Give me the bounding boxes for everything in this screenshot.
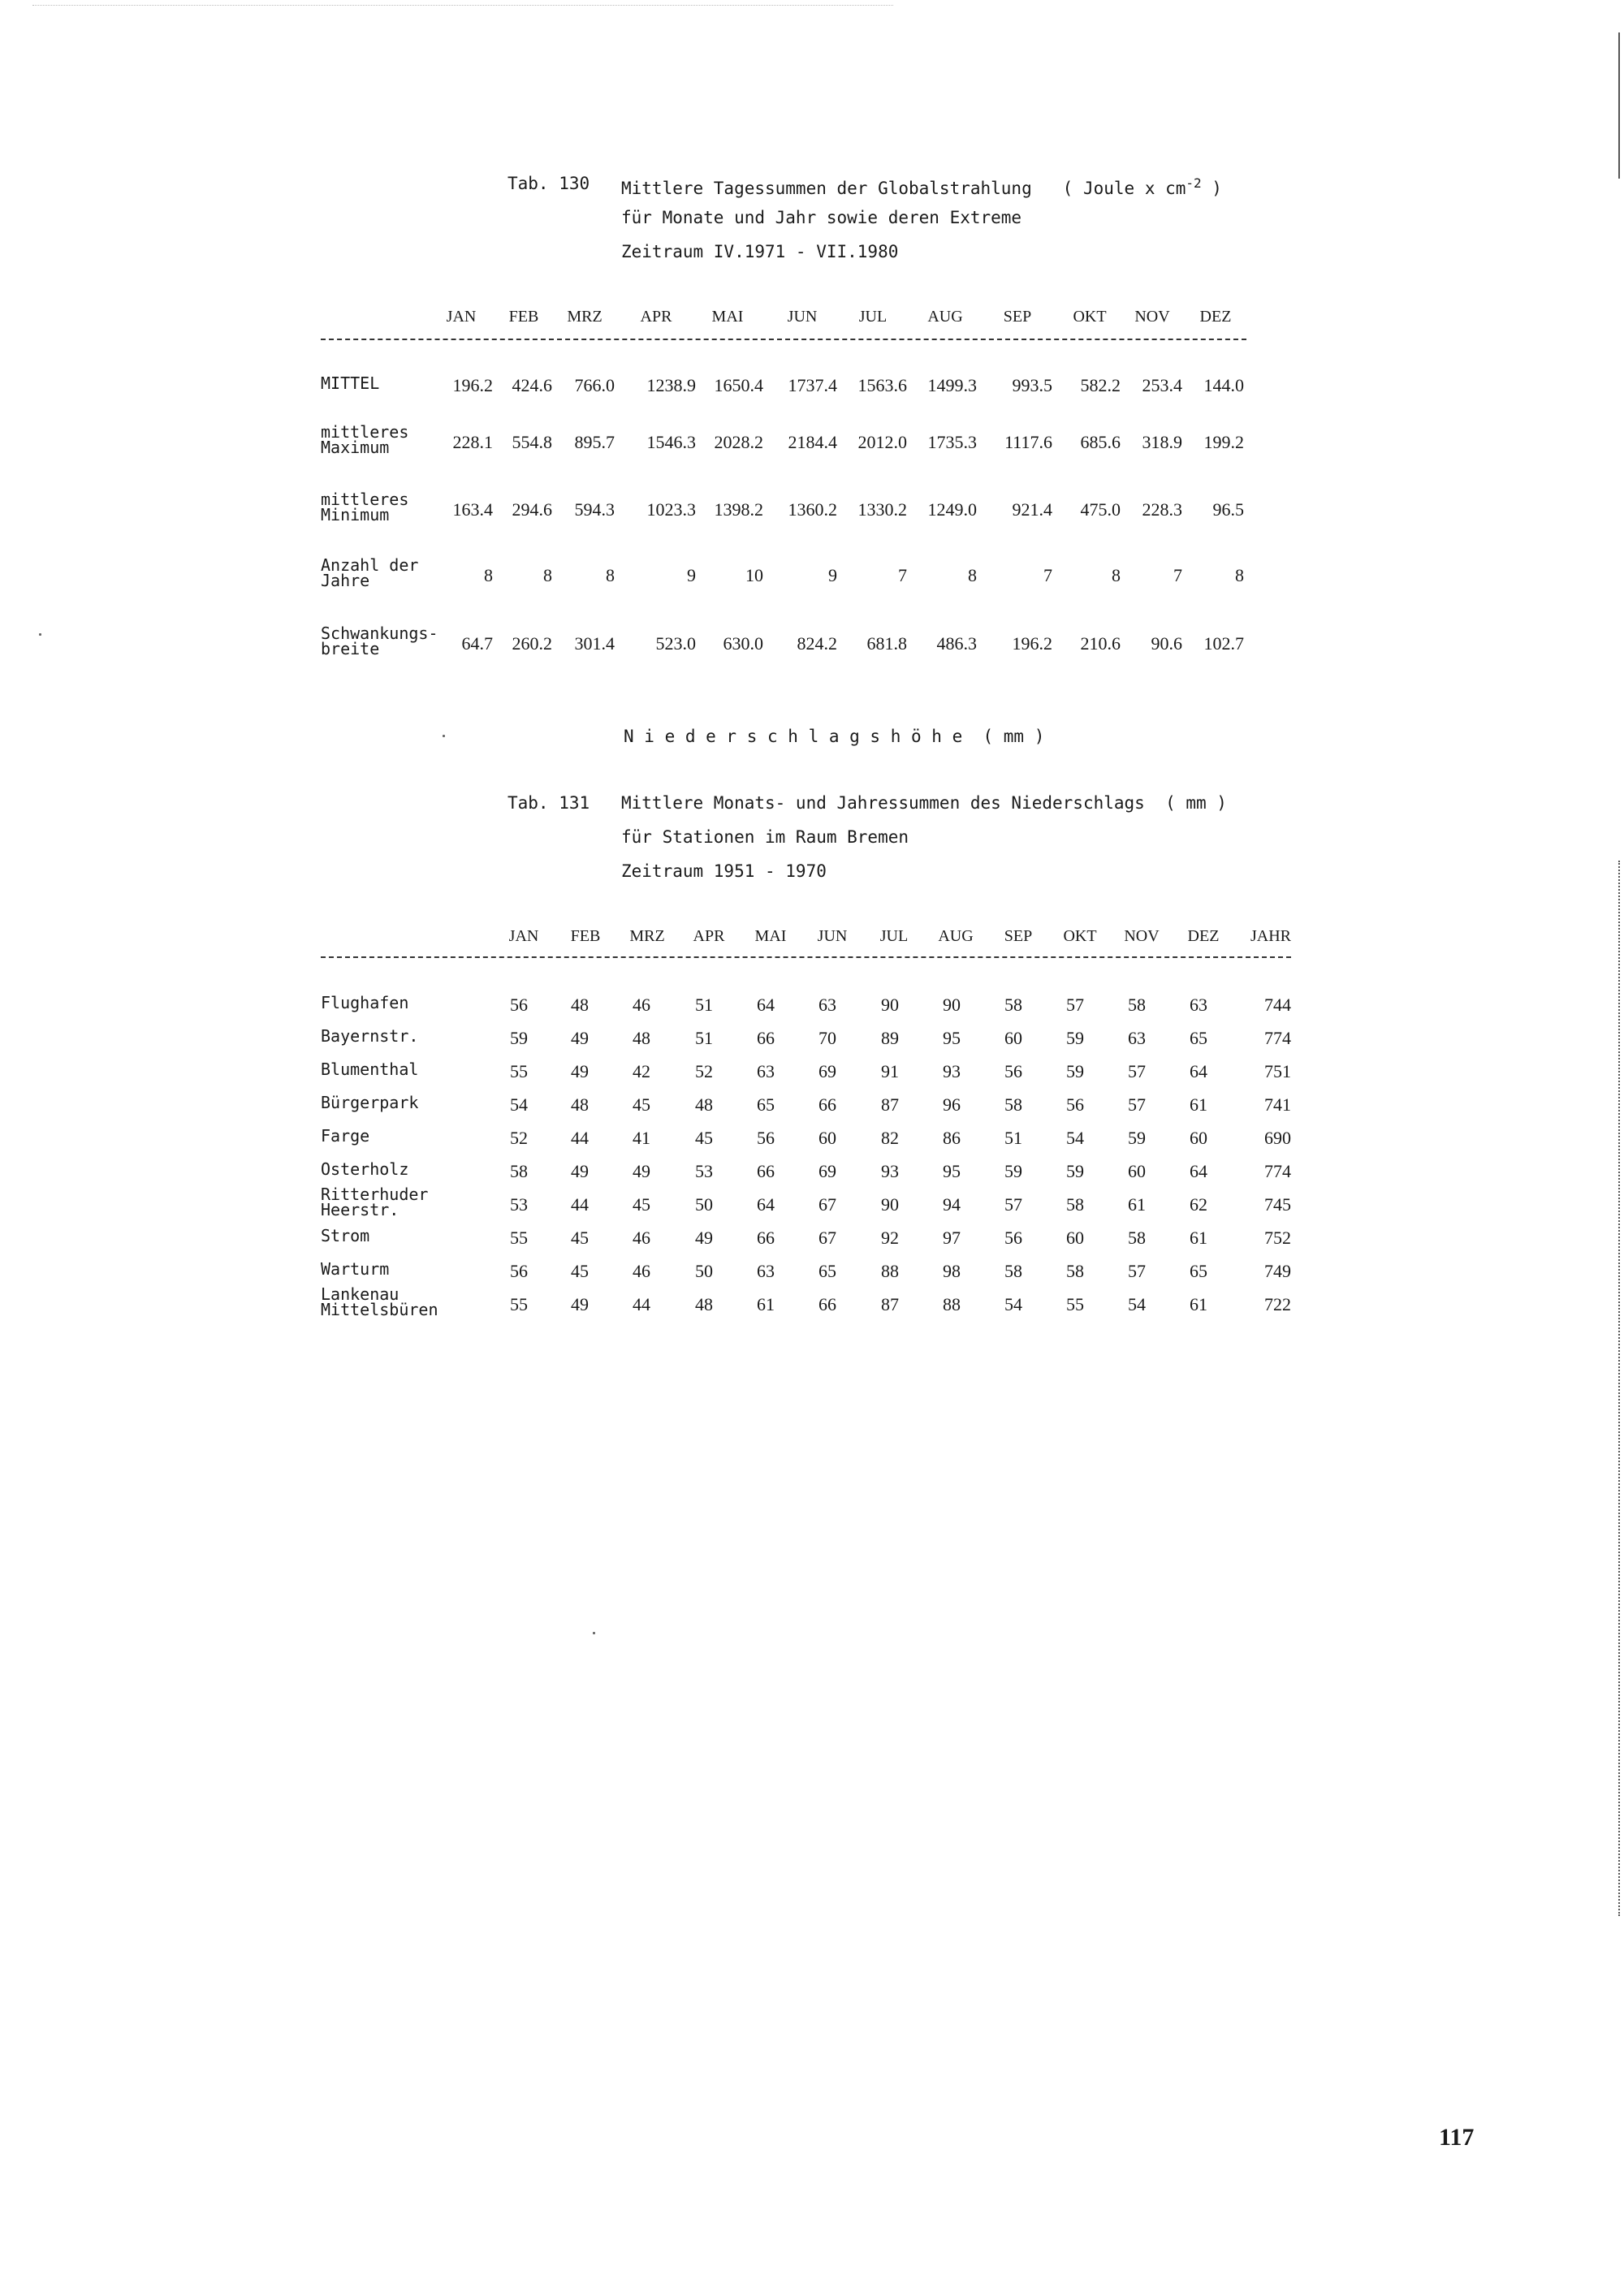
row-label: Lankenau	[321, 1284, 400, 1304]
table-cell: 67	[818, 1194, 836, 1215]
table-cell: 824.2	[797, 633, 837, 654]
column-header: JUN	[817, 927, 848, 945]
table-cell: 199.2	[1203, 432, 1244, 452]
table-cell: 1023.3	[646, 499, 696, 520]
table-cell: 60	[1066, 1228, 1084, 1248]
column-header: SEP	[1003, 308, 1032, 326]
column-header: AUG	[927, 308, 963, 326]
row-label: Blumenthal	[321, 1060, 419, 1079]
table-cell: 42	[633, 1061, 650, 1081]
table-cell: 58	[510, 1161, 528, 1181]
table-cell: 46	[633, 995, 650, 1015]
table-cell: 46	[633, 1261, 650, 1281]
table-cell: 51	[695, 1028, 713, 1048]
column-header: SEP	[1004, 927, 1033, 945]
column-header: JAHR	[1250, 927, 1291, 945]
table-cell: 424.6	[512, 375, 552, 395]
table-cell: 58	[1004, 1094, 1022, 1115]
row-label: Warturm	[321, 1259, 390, 1279]
table-cell: 59	[1128, 1128, 1146, 1148]
column-header: JUL	[858, 308, 888, 326]
table-cell: 56	[510, 995, 528, 1015]
table-cell: 60	[818, 1128, 836, 1148]
table-cell: 1563.6	[857, 375, 907, 395]
table-cell: 64	[1190, 1161, 1207, 1181]
table-cell: 44	[633, 1294, 650, 1314]
table-title-line1	[621, 174, 1222, 198]
table-cell: 253.4	[1142, 375, 1182, 395]
table-cell: 45	[571, 1228, 589, 1248]
table-cell: 59	[1066, 1028, 1084, 1048]
table-cell: 486.3	[936, 633, 977, 654]
table-cell: 2028.2	[714, 432, 763, 452]
table-cell: 88	[943, 1294, 961, 1314]
row-label: breite	[321, 639, 380, 658]
table-cell: 921.4	[1012, 499, 1052, 520]
row-label: Heerstr.	[321, 1200, 400, 1219]
column-header: FEB	[508, 308, 539, 326]
table-cell: 61	[1190, 1228, 1207, 1248]
table-cell: 630.0	[723, 633, 763, 654]
table-cell: 1330.2	[857, 499, 907, 520]
scan-speck	[593, 1632, 595, 1634]
table-cell: 60	[1190, 1128, 1207, 1148]
column-header: AUG	[938, 927, 974, 945]
table-cell: 54	[510, 1094, 528, 1115]
row-label: Strom	[321, 1226, 370, 1245]
table-cell: 70	[818, 1028, 836, 1048]
table-cell: 95	[943, 1161, 961, 1181]
table-number: Tab. 130	[508, 174, 590, 193]
table-cell: 9	[687, 565, 696, 585]
table-cell: 294.6	[512, 499, 552, 520]
table-cell: 49	[633, 1161, 650, 1181]
table-cell: 54	[1128, 1294, 1146, 1314]
table-cell: 7	[1173, 565, 1182, 585]
table-cell: 49	[571, 1161, 589, 1181]
scan-speck	[443, 735, 445, 737]
table-cell: 2184.4	[788, 432, 837, 452]
table-cell: 59	[510, 1028, 528, 1048]
table-cell: 57	[1128, 1094, 1146, 1115]
row-label: Anzahl der	[321, 555, 419, 575]
table-cell: 1546.3	[646, 432, 696, 452]
table-cell: 7	[1043, 565, 1052, 585]
table-title-line3: Zeitraum IV.1971 - VII.1980	[621, 242, 899, 261]
table-cell: 7	[898, 565, 907, 585]
table-cell: 54	[1004, 1294, 1022, 1314]
table-cell: 8	[606, 565, 615, 585]
column-header: NOV	[1124, 927, 1160, 945]
table-cell: 58	[1066, 1194, 1084, 1215]
table-cell: 67	[818, 1228, 836, 1248]
table-cell: 895.7	[574, 432, 615, 452]
row-label: MITTEL	[321, 373, 380, 393]
table-cell: 60	[1004, 1028, 1022, 1048]
unit-close: )	[1201, 179, 1222, 198]
table-cell: 55	[1066, 1294, 1084, 1314]
table-cell: 751	[1264, 1061, 1291, 1081]
table-cell: 8	[543, 565, 552, 585]
table-cell: 741	[1264, 1094, 1291, 1115]
table-cell: 60	[1128, 1161, 1146, 1181]
table-cell: 1735.3	[927, 432, 977, 452]
table-cell: 58	[1004, 995, 1022, 1015]
table-cell: 61	[1128, 1194, 1146, 1215]
table-cell: 9	[828, 565, 837, 585]
table-cell: 744	[1264, 995, 1291, 1015]
table-cell: 46	[633, 1228, 650, 1248]
table-cell: 48	[695, 1294, 713, 1314]
column-header: MAI	[754, 927, 787, 945]
table-cell: 87	[881, 1294, 899, 1314]
table-cell: 993.5	[1012, 375, 1052, 395]
table-cell: 8	[1235, 565, 1244, 585]
table-cell: 554.8	[512, 432, 552, 452]
table-cell: 48	[571, 995, 589, 1015]
table-cell: 88	[881, 1261, 899, 1281]
table-cell: 53	[510, 1194, 528, 1215]
table-cell: 96.5	[1212, 499, 1244, 520]
table-cell: 65	[818, 1261, 836, 1281]
table-cell: 49	[695, 1228, 713, 1248]
table-cell: 45	[571, 1261, 589, 1281]
table-cell: 95	[943, 1028, 961, 1048]
table-cell: 48	[633, 1028, 650, 1048]
table-cell: 65	[1190, 1261, 1207, 1281]
table-title-line1: Mittlere Monats- und Jahressummen des Niederschlags ( mm )	[621, 793, 1227, 813]
table-cell: 53	[695, 1161, 713, 1181]
table-cell: 86	[943, 1128, 961, 1148]
table-cell: 475.0	[1080, 499, 1121, 520]
table-cell: 87	[881, 1094, 899, 1115]
table-cell: 63	[818, 995, 836, 1015]
table-cell: 58	[1128, 1228, 1146, 1248]
unit-text: ( Joule x cm	[1062, 179, 1186, 198]
table-cell: 582.2	[1080, 375, 1121, 395]
table-cell: 45	[633, 1094, 650, 1115]
row-label: Jahre	[321, 571, 370, 590]
table-cell: 55	[510, 1294, 528, 1314]
table-title-line2: für Monate und Jahr sowie deren Extreme	[621, 208, 1022, 227]
table-cell: 55	[510, 1061, 528, 1081]
table-cell: 318.9	[1142, 432, 1182, 452]
table-cell: 61	[1190, 1294, 1207, 1314]
table-cell: 41	[633, 1128, 650, 1148]
table-cell: 48	[571, 1094, 589, 1115]
row-label: Maximum	[321, 438, 390, 457]
table-cell: 64	[1190, 1061, 1207, 1081]
table-cell: 63	[1190, 995, 1207, 1015]
column-header: DEZ	[1199, 308, 1232, 326]
table-cell: 10	[745, 565, 763, 585]
table-cell: 1117.6	[1004, 432, 1052, 452]
table-number: Tab. 131	[508, 793, 590, 813]
table-cell: 69	[818, 1161, 836, 1181]
column-header: JAN	[508, 927, 539, 945]
column-header: JUL	[879, 927, 909, 945]
header-rule	[321, 956, 1291, 958]
table-cell: 228.3	[1142, 499, 1182, 520]
table-cell: 98	[943, 1261, 961, 1281]
table-cell: 90.6	[1151, 633, 1182, 654]
scan-edge-line	[1618, 32, 1620, 179]
column-header: DEZ	[1187, 927, 1220, 945]
table-cell: 64	[757, 995, 775, 1015]
table-cell: 56	[510, 1261, 528, 1281]
column-header: APR	[693, 927, 725, 945]
table-cell: 93	[943, 1061, 961, 1081]
scan-artifact-top	[32, 5, 893, 6]
table-cell: 90	[943, 995, 961, 1015]
table-cell: 55	[510, 1228, 528, 1248]
row-label: Flughafen	[321, 993, 409, 1012]
scan-speck	[39, 633, 41, 636]
table-cell: 8	[968, 565, 977, 585]
table-cell: 44	[571, 1128, 589, 1148]
table-cell: 56	[757, 1128, 775, 1148]
table-cell: 685.6	[1080, 432, 1121, 452]
table-cell: 228.1	[452, 432, 493, 452]
table-cell: 97	[943, 1228, 961, 1248]
row-label: Ritterhuder	[321, 1185, 429, 1204]
table-cell: 681.8	[866, 633, 907, 654]
row-label: Bürgerpark	[321, 1093, 419, 1112]
table-cell: 50	[695, 1261, 713, 1281]
table-cell: 752	[1264, 1228, 1291, 1248]
table-cell: 62	[1190, 1194, 1207, 1215]
table-cell: 1398.2	[714, 499, 763, 520]
table-cell: 8	[1112, 565, 1121, 585]
table-cell: 57	[1066, 995, 1084, 1015]
table-cell: 63	[757, 1061, 775, 1081]
table-cell: 49	[571, 1028, 589, 1048]
table-cell: 1499.3	[927, 375, 977, 395]
title-text: Mittlere Tagessummen der Globalstrahlung	[621, 179, 1032, 198]
row-label: mittleres	[321, 422, 409, 442]
table-cell: 94	[943, 1194, 961, 1215]
table-cell: 102.7	[1203, 633, 1244, 654]
table-cell: 144.0	[1203, 375, 1244, 395]
table-cell: 56	[1004, 1228, 1022, 1248]
unit-exponent: -2	[1186, 175, 1202, 191]
table-cell: 91	[881, 1061, 899, 1081]
table-cell: 66	[757, 1028, 775, 1048]
table-cell: 69	[818, 1061, 836, 1081]
row-label: Mittelsbüren	[321, 1300, 438, 1319]
table-cell: 65	[1190, 1028, 1207, 1048]
table-cell: 523.0	[655, 633, 696, 654]
table-cell: 64.7	[461, 633, 493, 654]
column-header: MRZ	[567, 308, 603, 326]
table-cell: 59	[1066, 1061, 1084, 1081]
table-cell: 93	[881, 1161, 899, 1181]
table-cell: 196.2	[452, 375, 493, 395]
table-cell: 774	[1264, 1161, 1291, 1181]
table-cell: 58	[1004, 1261, 1022, 1281]
table-cell: 49	[571, 1294, 589, 1314]
table-cell: 63	[757, 1261, 775, 1281]
table-cell: 52	[510, 1128, 528, 1148]
column-header: OKT	[1073, 308, 1107, 326]
row-label: Osterholz	[321, 1159, 409, 1179]
table-cell: 58	[1066, 1261, 1084, 1281]
table-cell: 57	[1004, 1194, 1022, 1215]
column-header: MAI	[711, 308, 744, 326]
table-cell: 61	[1190, 1094, 1207, 1115]
column-header: APR	[640, 308, 672, 326]
table-cell: 594.3	[574, 499, 615, 520]
table-cell: 90	[881, 995, 899, 1015]
table-cell: 774	[1264, 1028, 1291, 1048]
table-cell: 65	[757, 1094, 775, 1115]
table-cell: 56	[1004, 1061, 1022, 1081]
table-cell: 2012.0	[857, 432, 907, 452]
table-cell: 59	[1066, 1161, 1084, 1181]
table-cell: 50	[695, 1194, 713, 1215]
column-header: OKT	[1063, 927, 1097, 945]
row-label: Minimum	[321, 505, 390, 524]
scan-edge-line	[1618, 861, 1620, 1916]
column-header: JUN	[787, 308, 818, 326]
table-cell: 52	[695, 1061, 713, 1081]
table-cell: 1737.4	[788, 375, 837, 395]
table-cell: 56	[1066, 1094, 1084, 1115]
table-cell: 96	[943, 1094, 961, 1115]
column-header: MRZ	[629, 927, 665, 945]
table-cell: 722	[1264, 1294, 1291, 1314]
table-cell: 45	[633, 1194, 650, 1215]
table-cell: 54	[1066, 1128, 1084, 1148]
table-cell: 59	[1004, 1161, 1022, 1181]
table-cell: 66	[818, 1094, 836, 1115]
table-title-line3: Zeitraum 1951 - 1970	[621, 861, 827, 881]
table-cell: 51	[695, 995, 713, 1015]
table-cell: 64	[757, 1194, 775, 1215]
table-cell: 90	[881, 1194, 899, 1215]
table-cell: 63	[1128, 1028, 1146, 1048]
table-cell: 92	[881, 1228, 899, 1248]
table-cell: 45	[695, 1128, 713, 1148]
table-cell: 44	[571, 1194, 589, 1215]
section-heading: N i e d e r s c h l a g s h ö h e ( mm )	[624, 727, 1045, 746]
table-cell: 48	[695, 1094, 713, 1115]
table-cell: 66	[818, 1294, 836, 1314]
row-label: Schwankungs-	[321, 624, 438, 643]
column-header: FEB	[570, 927, 601, 945]
table-cell: 66	[757, 1228, 775, 1248]
table-cell: 58	[1128, 995, 1146, 1015]
table-cell: 1650.4	[714, 375, 763, 395]
table-cell: 210.6	[1080, 633, 1121, 654]
table-cell: 82	[881, 1128, 899, 1148]
table-cell: 766.0	[574, 375, 615, 395]
column-header: JAN	[446, 308, 477, 326]
table-cell: 1249.0	[927, 499, 977, 520]
header-rule	[321, 339, 1246, 340]
table-cell: 89	[881, 1028, 899, 1048]
page-number: 117	[1439, 2124, 1475, 2151]
table-cell: 163.4	[452, 499, 493, 520]
table-cell: 749	[1264, 1261, 1291, 1281]
table-cell: 690	[1264, 1128, 1291, 1148]
table-cell: 66	[757, 1161, 775, 1181]
table-cell: 61	[757, 1294, 775, 1314]
table-cell: 196.2	[1012, 633, 1052, 654]
column-header: NOV	[1134, 308, 1170, 326]
table-cell: 301.4	[574, 633, 615, 654]
row-label: mittleres	[321, 490, 409, 509]
table-cell: 51	[1004, 1128, 1022, 1148]
table-cell: 57	[1128, 1061, 1146, 1081]
table-cell: 1238.9	[646, 375, 696, 395]
table-title-line2: für Stationen im Raum Bremen	[621, 827, 909, 847]
table-cell: 49	[571, 1061, 589, 1081]
table-cell: 8	[484, 565, 493, 585]
row-label: Farge	[321, 1126, 370, 1146]
table-cell: 57	[1128, 1261, 1146, 1281]
table-cell: 260.2	[512, 633, 552, 654]
row-label: Bayernstr.	[321, 1026, 419, 1046]
table-cell: 1360.2	[788, 499, 837, 520]
table-cell: 745	[1264, 1194, 1291, 1215]
